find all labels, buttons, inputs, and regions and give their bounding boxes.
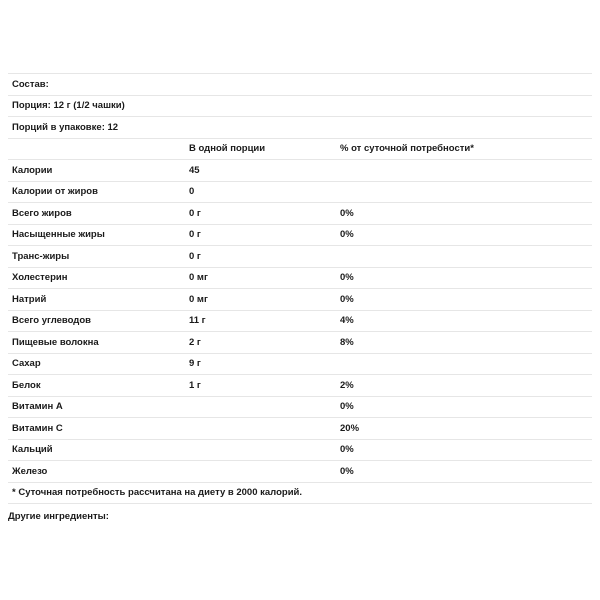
nutrient-daily-value: 8%	[340, 336, 354, 348]
table-row	[8, 353, 592, 375]
nutrient-name: Кальций	[12, 444, 53, 456]
table-row	[8, 374, 592, 396]
serving-size: Порция: 12 г (1/2 чашки)	[12, 100, 125, 112]
nutrient-daily-value: 2%	[340, 379, 354, 391]
table-row	[8, 310, 592, 332]
nutrient-rows	[8, 159, 592, 482]
nutrient-daily-value: 0%	[340, 207, 354, 219]
nutrient-amount: 0 г	[189, 250, 201, 262]
nutrient-daily-value: 0%	[340, 401, 354, 413]
nutrient-name: Витамин C	[12, 422, 63, 434]
servings-per-container-row	[8, 116, 592, 138]
header-per-serving: В одной порции	[189, 143, 266, 155]
nutrition-facts-table	[8, 73, 592, 504]
nutrient-amount: 0 мг	[189, 272, 208, 284]
nutrient-amount: 9 г	[189, 358, 201, 370]
nutrient-name: Сахар	[12, 358, 41, 370]
nutrient-amount: 0	[189, 186, 195, 198]
nutrient-name: Калории	[12, 164, 53, 176]
nutrient-name: Натрий	[12, 293, 47, 305]
composition-label: Состав:	[12, 78, 49, 90]
table-row	[8, 288, 592, 310]
table-row	[8, 224, 592, 246]
nutrient-amount: 11 г	[189, 315, 206, 327]
table-row	[8, 417, 592, 439]
nutrient-name: Транс-жиры	[12, 250, 70, 262]
table-row	[8, 267, 592, 289]
servings-per-container: Порций в упаковке: 12	[12, 121, 119, 133]
footnote: * Суточная потребность рассчитана на диету в 2000 калорий.	[12, 487, 303, 498]
table-header-row	[8, 138, 592, 160]
nutrient-daily-value: 0%	[340, 272, 354, 284]
nutrient-amount: 0 г	[189, 207, 201, 219]
nutrient-name: Железо	[12, 465, 48, 477]
table-row	[8, 331, 592, 353]
table-row	[8, 159, 592, 181]
nutrient-name: Белок	[12, 379, 41, 391]
table-row	[8, 202, 592, 224]
other-ingredients-label: Другие ингредиенты:	[8, 511, 109, 522]
nutrient-amount: 1 г	[189, 379, 201, 391]
table-row	[8, 181, 592, 203]
nutrient-daily-value: 0%	[340, 444, 354, 456]
serving-size-row	[8, 95, 592, 117]
table-row	[8, 245, 592, 267]
nutrient-daily-value: 4%	[340, 315, 354, 327]
nutrient-amount: 2 г	[189, 336, 201, 348]
nutrient-name: Витамин A	[12, 401, 63, 413]
table-row	[8, 439, 592, 461]
nutrient-daily-value: 20%	[340, 422, 360, 434]
nutrient-daily-value: 0%	[340, 293, 354, 305]
table-row	[8, 460, 592, 482]
header-daily-value: % от суточной потребности*	[340, 143, 474, 155]
nutrient-daily-value: 0%	[340, 465, 354, 477]
nutrient-name: Всего жиров	[12, 207, 72, 219]
footnote-row	[8, 482, 592, 504]
nutrient-amount: 0 мг	[189, 293, 208, 305]
nutrient-amount: 0 г	[189, 229, 201, 241]
nutrient-amount: 45	[189, 164, 200, 176]
nutrient-name: Насыщенные жиры	[12, 229, 105, 241]
nutrient-name: Калории от жиров	[12, 186, 98, 198]
nutrient-name: Пищевые волокна	[12, 336, 99, 348]
nutrient-daily-value: 0%	[340, 229, 354, 241]
nutrient-name: Всего углеводов	[12, 315, 91, 327]
composition-row	[8, 73, 592, 95]
table-row	[8, 396, 592, 418]
nutrient-name: Холестерин	[12, 272, 68, 284]
